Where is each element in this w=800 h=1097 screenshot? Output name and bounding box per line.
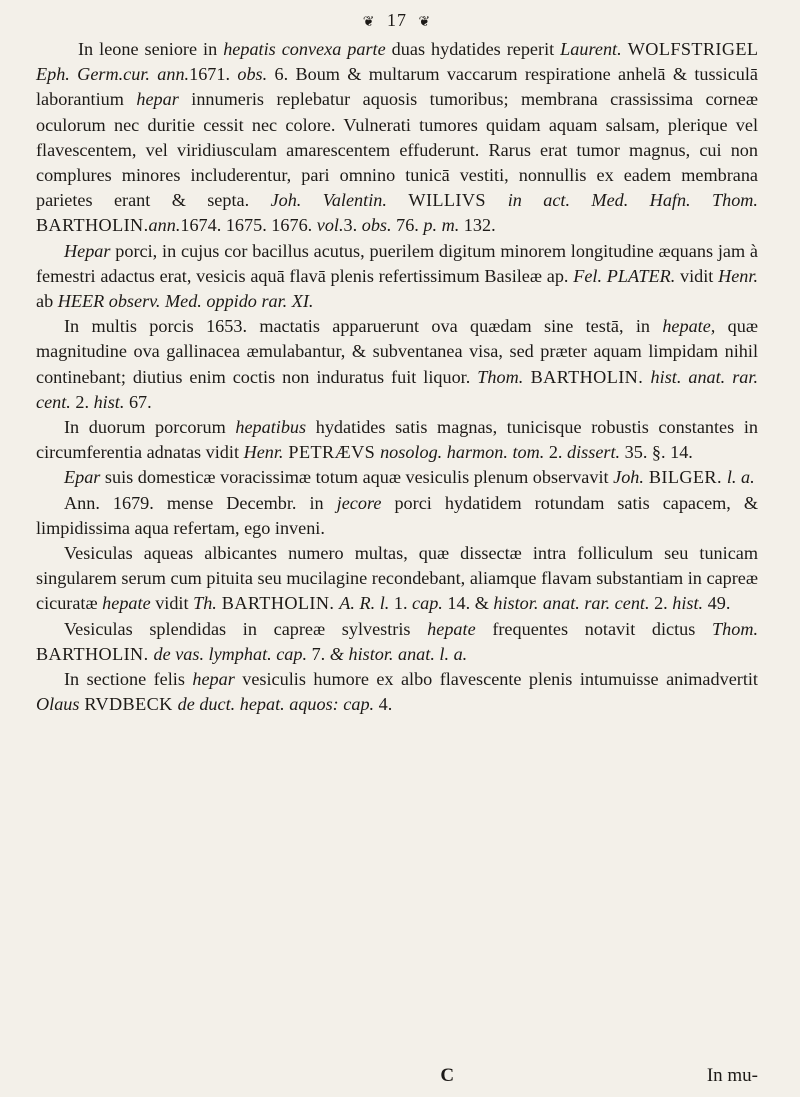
text-run: frequentes notavit dictus <box>475 618 713 639</box>
author-name: BARTHOLIN. <box>523 366 651 387</box>
paragraph <box>36 314 758 415</box>
author-name: BARTHOLIN. <box>36 643 154 664</box>
author-name: PETRÆVS <box>283 442 381 463</box>
text-run: 49. <box>703 593 731 614</box>
ornament-right-icon: ❦ <box>418 15 432 30</box>
text-run: quæ magnitudine ova gallinacea æmulabantur, & subventanea visa, sed præter aquam limpidam nihil continebant; diutius enim coctis non induratus fuit liquor. <box>36 316 758 387</box>
signature-mark: C <box>440 1065 455 1086</box>
page-number: 17 <box>387 10 407 30</box>
italic-text: nosolog. harmon. tom. <box>380 442 545 463</box>
italic-text: Henr. <box>718 265 758 286</box>
italic-text: observ. Med. oppido rar. XI. <box>108 291 314 312</box>
text-run: 2. <box>70 391 94 412</box>
text-run: 67. <box>124 391 152 412</box>
italic-text: HEER <box>57 291 105 312</box>
italic-text: histor. anat. rar. cent. <box>493 593 650 614</box>
italic-text: A. R. l. <box>339 593 390 614</box>
italic-text: hist. <box>93 391 125 412</box>
paragraph <box>36 617 758 667</box>
text-run: In leone seniore in <box>78 39 224 59</box>
italic-text: de duct. hepat. aquos: cap. <box>177 694 375 715</box>
author-name: WOLFSTRIGEL <box>621 39 759 59</box>
text-run: 3. <box>343 215 362 236</box>
italic-text: histor. anat. l. a. <box>348 643 468 664</box>
text-run: porci, in cujus cor bacillus acutus, puerilem digitum minorem longitudine æquans jam à femestri adactus erat, vesicis aquā flavā plenis refertissimum Basileæ ap. <box>36 240 758 286</box>
text-run: 4. <box>374 694 393 715</box>
italic-text: hepar <box>136 89 179 110</box>
italic-text: Thom. <box>712 618 759 639</box>
text-run: porci hydatidem rotundam satis capacem, & limpidissima aqua refertam, ego inveni. <box>36 492 759 538</box>
italic-text: cap. <box>412 593 443 614</box>
italic-text: jecore <box>336 492 382 513</box>
text-run: 7. <box>307 643 330 664</box>
author-name: BILGER. <box>643 467 727 488</box>
text-run: 1674. 1675. 1676. <box>180 215 317 236</box>
ornament-left-icon: ❦ <box>362 15 376 30</box>
italic-text: hepar <box>192 669 235 690</box>
italic-text: in act. Med. Hafn. Thom. <box>507 190 758 211</box>
italic-text: hepate <box>427 618 476 639</box>
italic-text: Laurent. <box>560 39 622 59</box>
paragraph <box>36 465 758 490</box>
text-run: 76. <box>391 215 424 236</box>
text-run: In sectione felis <box>64 669 193 690</box>
page-footer <box>36 1065 758 1091</box>
italic-text: ann. <box>148 215 181 236</box>
text-run: vesiculis humore ex albo flavescente plenis intumuisse animadvertit <box>234 669 758 690</box>
text-run: ab <box>36 291 58 312</box>
italic-text: hist. anat. rar. cent. <box>36 366 758 412</box>
text-run: Ann. 1679. mense Decembr. in <box>64 492 337 513</box>
text-run: 132. <box>459 215 496 236</box>
text-run: Vesiculas aqueas albicantes numero multas, quæ dissectæ intra folliculum seu tunicam singularem serum cum pituita seu mucilagine recondebant, aliamque flavam substantiam in capreæ cicuratæ <box>36 543 758 614</box>
text-run: 2. <box>649 593 673 614</box>
text-run: suis domesticæ voracissimæ totum aquæ vesiculis plenum observavit <box>100 467 614 488</box>
paragraph <box>36 491 758 541</box>
paragraph <box>36 541 758 617</box>
italic-text: Joh. Valentin. <box>270 190 387 211</box>
italic-text: Th. <box>193 593 217 614</box>
text-run: 14. & <box>442 593 494 614</box>
text-run: vidit <box>675 265 719 286</box>
italic-text: hepate, <box>662 316 716 337</box>
text-run: vidit <box>150 593 194 614</box>
italic-text: p. <box>423 215 438 236</box>
paragraph <box>36 239 758 315</box>
text-run: 1671. <box>189 64 238 85</box>
italic-text: Joh. <box>613 467 644 488</box>
text-run: Vesiculas splendidas in capreæ sylvestris <box>64 618 428 639</box>
text-run: In multis porcis 1653. mactatis apparuerunt ova quædam sine testā, in <box>64 316 663 337</box>
italic-text: m. <box>441 215 460 236</box>
paragraph <box>36 667 758 717</box>
italic-text: & <box>329 643 344 664</box>
page-header <box>36 8 758 35</box>
italic-text: Epar <box>64 467 101 488</box>
text-run: 2. <box>544 442 568 463</box>
italic-text: hepatis convexa parte <box>223 39 386 59</box>
paragraph <box>36 415 758 465</box>
italic-text: obs. <box>361 215 392 236</box>
paragraph <box>36 37 758 239</box>
italic-text: Hepar <box>64 240 111 261</box>
text-run: In duorum porcorum <box>64 417 236 438</box>
italic-text: l. a. <box>726 467 755 488</box>
text-run: duas hydatides reperit <box>385 39 561 59</box>
italic-text: obs. <box>237 64 268 85</box>
italic-text: Fel. PLATER. <box>573 265 676 286</box>
italic-text: hepatibus <box>235 417 307 438</box>
italic-text: hepate <box>102 593 151 614</box>
text-run: hydatides satis magnas, tunicisque robustis constantes in circumferentia adnatas vidit <box>36 417 758 463</box>
author-name: BARTHOLIN. <box>36 215 149 236</box>
italic-text: Olaus <box>36 694 80 715</box>
author-name: WILLIVS <box>386 190 508 211</box>
italic-text: de vas. lymphat. cap. <box>153 643 308 664</box>
italic-text: Thom. <box>477 366 524 387</box>
italic-text: dissert. <box>567 442 621 463</box>
author-name: RVDBECK <box>79 694 178 715</box>
text-run: 6. Boum & multarum vaccarum respiratione anhelā & tussiculā laborantium <box>36 64 758 110</box>
italic-text: Henr. <box>243 442 284 463</box>
italic-text: hist. <box>672 593 704 614</box>
body-text <box>36 37 758 717</box>
italic-text: Eph. Germ.cur. ann. <box>36 64 190 85</box>
text-run: 35. §. 14. <box>620 442 693 463</box>
author-name: BARTHOLIN. <box>216 593 340 614</box>
text-run: innumeris replebatur aquosis tumoribus; membrana crassissima corneæ oculorum nec duritie cessit nec colore. Vulnerati tumores quidam aquam salsam, plerique vel flavescentem, vel viridiusculam amarescentem effuderunt. Rarus erat tumor magnus, cui non complures minores includerentur, pari omnino tunicā vestiti, nonnullis ex eadem membrana parietes erant & septa. <box>36 89 759 211</box>
text-run: 1. <box>389 593 413 614</box>
italic-text: vol. <box>316 215 344 236</box>
catchword: In mu- <box>706 1065 758 1086</box>
